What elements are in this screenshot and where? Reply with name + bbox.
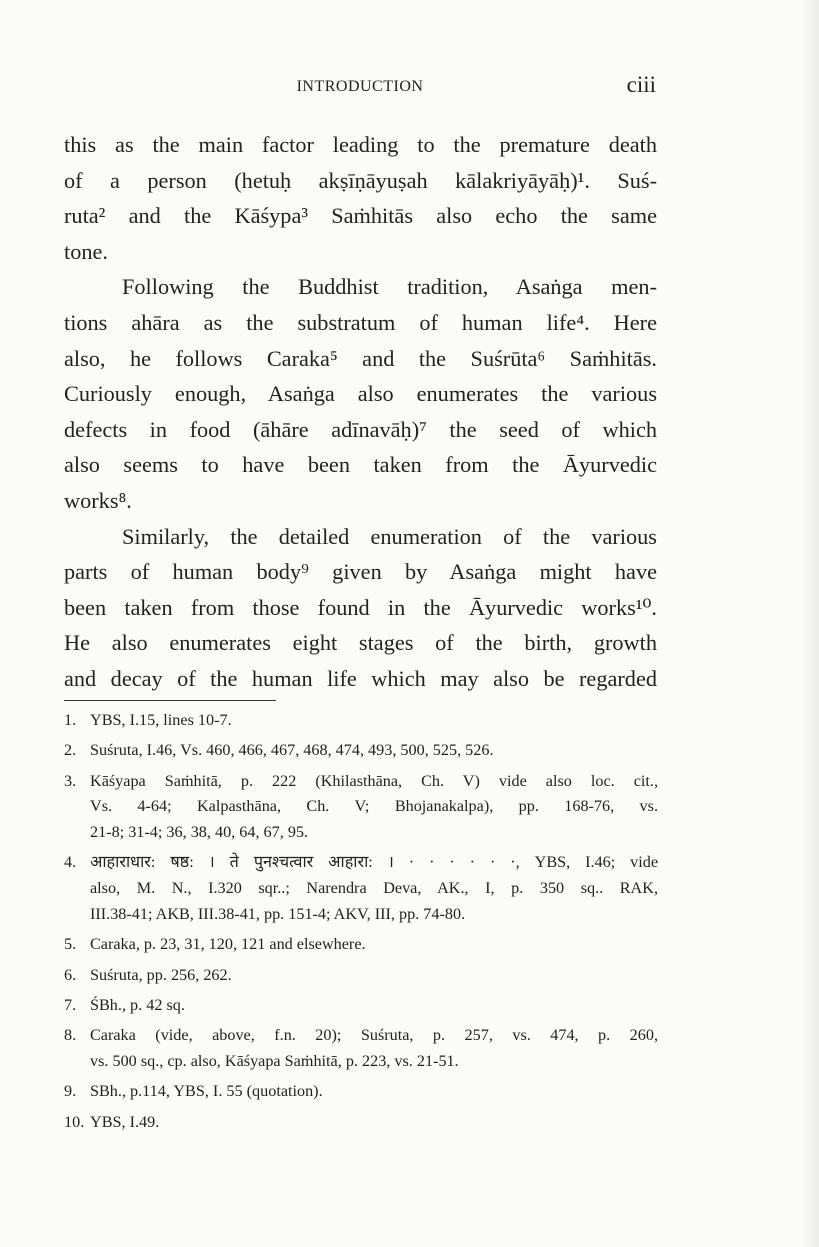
footnote-number: 6.	[64, 965, 77, 984]
footnote	[64, 850, 658, 927]
body-line: parts of human body⁹ given by Asaṅga might have	[64, 559, 657, 585]
footnote-line: YBS, I.15, lines 10-7.	[90, 711, 232, 729]
footnote-number: 5.	[64, 935, 77, 954]
body-line: He also enumerates eight stages of the birth, growth	[64, 630, 657, 656]
body-line: Similarly, the detailed enumeration of the various	[122, 523, 657, 549]
footnote-rule	[64, 700, 276, 701]
footnote-line: YBS, I.49.	[90, 1112, 160, 1131]
body-line: ruta² and the Kāśypa³ Saṁhitās also echo the same	[64, 203, 657, 229]
footnote-line: vs. 500 sq., cp. also, Kāśyapa Saṁhitā, p. 223, vs. 21-51.	[90, 1052, 459, 1071]
footnote-line: Suśruta, pp. 256, 262.	[90, 965, 232, 984]
body-line: been taken from those found in the Āyurvedic works¹⁰.	[64, 594, 657, 620]
running-head: INTRODUCTION	[296, 78, 424, 95]
footnote-number: 7.	[64, 995, 77, 1014]
footnote-line: Kāśyapa Saṁhitā, p. 222 (Khilasthāna, Ch. V) vide also loc. cit.,	[90, 771, 658, 790]
footnote-number: 2.	[64, 741, 77, 760]
body-line: this as the main factor leading to the premature death	[64, 132, 657, 157]
footnote	[64, 1079, 658, 1105]
footnotes	[64, 708, 658, 1140]
footnote-line: 21-8; 31-4; 36, 38, 40, 64, 67, 95.	[90, 823, 309, 842]
footnote-line: also, M. N., I.320 sqr..; Narendra Deva, AK., I, p. 350 sq.. RAK,	[90, 879, 658, 898]
body-line: tions ahāra as the substratum of human life⁴. Here	[64, 309, 657, 335]
footnote-line: ŚBh., p. 42 sq.	[90, 995, 185, 1014]
footnote-line: Vs. 4-64; Kalpasthāna, Ch. V; Bhojanakalpa), pp. 168-76, vs.	[90, 797, 658, 816]
footnote-number: 8.	[64, 1026, 77, 1045]
footnote	[64, 963, 658, 989]
footnote	[64, 1023, 658, 1075]
footnote	[64, 932, 658, 958]
footnote-number: 1.	[64, 711, 77, 729]
footnote-number: 10.	[64, 1112, 85, 1131]
body-line: Curiously enough, Asaṅga also enumerates the various	[64, 381, 657, 407]
footnote	[64, 769, 658, 846]
footnote-line: III.38-41; AKB, III.38-41, pp. 151-4; AKV, III, pp. 74-80.	[90, 905, 466, 924]
footnote-line: आहाराधार: षष्ठ: । ते पुनश्चत्वार आहारा: । · · · · · ·, YBS, I.46; vide	[90, 853, 658, 872]
footnote-line: Caraka (vide, above, f.n. 20); Suśruta, p. 257, vs. 474, p. 260,	[90, 1026, 658, 1045]
body-line: works⁸.	[64, 487, 132, 513]
body-line: tone.	[64, 238, 108, 264]
body-line: defects in food (āhāre adīnavāḥ)⁷ the seed of which	[64, 416, 657, 442]
page-header	[64, 74, 656, 104]
footnote-number: 4.	[64, 853, 77, 872]
footnote	[64, 738, 658, 764]
body-line: Following the Buddhist tradition, Asaṅga men-	[122, 274, 657, 300]
footnote-line: Caraka, p. 23, 31, 120, 121 and elsewhere.	[90, 935, 366, 954]
body-line: and decay of the human life which may also be regarded	[64, 665, 657, 691]
body-line: also seems to have been taken from the Āyurvedic	[64, 452, 657, 478]
body-line: of a person (hetuḥ akṣīṇāyuṣah kālakriyāyāḥ)¹. Suś-	[64, 167, 657, 193]
body-line: also, he follows Caraka⁵ and the Suśrūta⁶ Saṁhitās.	[64, 345, 657, 371]
footnote	[64, 993, 658, 1019]
footnote-number: 9.	[64, 1082, 77, 1101]
footnote	[64, 708, 658, 734]
body-text	[64, 127, 657, 697]
footnote	[64, 1110, 658, 1136]
scan-edge-shadow	[801, 0, 819, 1247]
footnote-line: Suśruta, I.46, Vs. 460, 466, 467, 468, 474, 493, 500, 525, 526.	[90, 741, 494, 760]
footnote-number: 3.	[64, 771, 77, 790]
footnote-line: SBh., p.114, YBS, I. 55 (quotation).	[90, 1082, 323, 1101]
page-number: ciii	[626, 72, 656, 97]
